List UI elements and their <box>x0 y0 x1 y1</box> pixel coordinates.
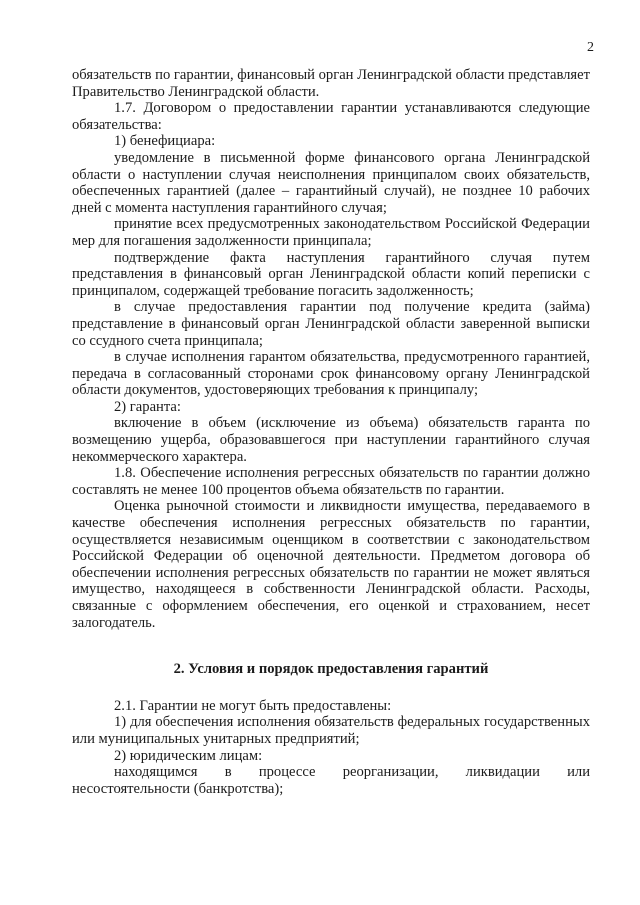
paragraph: 1.8. Обеспечение исполнения регрессных обязательств по гарантии должно составлять не менее 100 процентов объема обязательств по гарантии. <box>72 465 590 498</box>
paragraph: уведомление в письменной форме финансового органа Ленинградской области о наступлении случая неисполнения принципалом своих обязательств, обеспеченных гарантией (далее – гарантийный случай), не позднее 10 рабочих дней с момента наступления гарантийного случая; <box>72 149 590 216</box>
paragraph: обязательств по гарантии, финансовый орган Ленинградской области представляет Правительство Ленинградской области. <box>72 67 590 100</box>
paragraph: в случае предоставления гарантии под получение кредита (займа) представление в финансовый орган Ленинградской области заверенной выписки со ссудного счета принципала; <box>72 299 590 349</box>
paragraph: включение в объем (исключение из объема) обязательств гаранта по возмещению ущерба, образовавшегося при наступлении гарантийного случая некоммерческого характера. <box>72 415 590 465</box>
paragraph: 2) юридическим лицам: <box>114 747 263 764</box>
paragraph: 1) для обеспечения исполнения обязательств федеральных государственных или муниципальных унитарных предприятий; <box>72 714 590 747</box>
paragraph: Оценка рыночной стоимости и ликвидности имущества, передаваемого в качестве обеспечения исполнения регрессных обязательств по гарантии, осуществляется независимым оценщиком в соответствии с законодательством Российской Федерации об оценочной деятельности. Предметом договора об обеспечении исполнения регрессных обязательств по гарантии не может являться имущество, находящееся в собственности Ленинградской области. Расходы, связанные с оформлением обеспечения, его оценкой и страхованием, несет залогодатель. <box>72 498 590 631</box>
page-number: 2 <box>587 40 594 55</box>
paragraph: 2.1. Гарантии не могут быть предоставлены: <box>114 697 392 714</box>
paragraph: 1) бенефициара: <box>114 133 216 150</box>
paragraph: находящимся в процессе реорганизации, ликвидации или несостоятельности (банкротства); <box>72 764 590 797</box>
paragraph: подтверждение факта наступления гарантийного случая путем представления в финансовый орган Ленинградской области копий переписки с принципалом, содержащей требование погасить задолженность; <box>72 249 590 299</box>
section-heading: 2. Условия и порядок предоставления гарантий <box>173 661 489 678</box>
document-body <box>72 67 590 797</box>
paragraph: принятие всех предусмотренных законодательством Российской Федерации мер для погашения задолженности принципала; <box>72 216 590 249</box>
paragraph: 2) гаранта: <box>114 398 181 415</box>
paragraph: 1.7. Договором о предоставлении гарантии устанавливаются следующие обязательства: <box>72 100 590 133</box>
paragraph: в случае исполнения гарантом обязательства, предусмотренного гарантией, передача в согласованный сторонами срок финансовому органу Ленинградской области документов, удостоверяющих требования к принципалу; <box>72 349 590 399</box>
